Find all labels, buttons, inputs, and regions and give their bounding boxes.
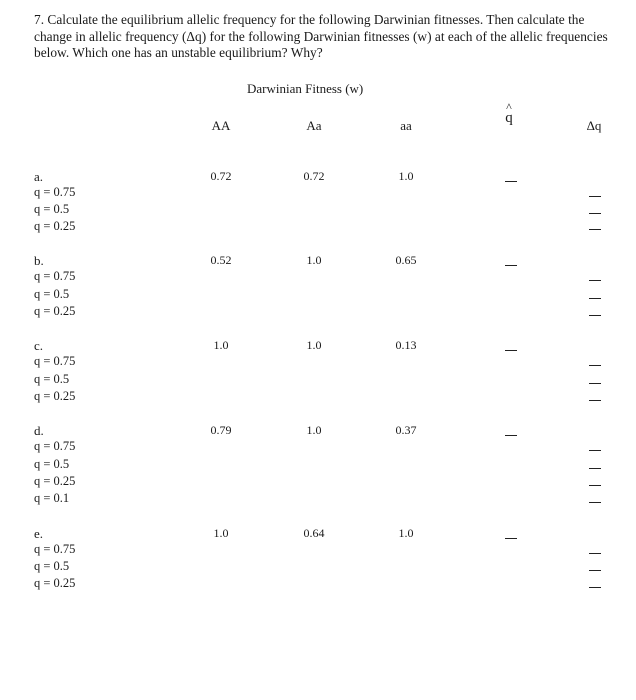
dq-answer-blank-a-1[interactable] [589, 196, 601, 197]
q-value-e-3: q = 0.25 [34, 576, 76, 590]
fitness-aa-a: 1.0 [398, 169, 414, 183]
qhat-q: q [505, 110, 513, 126]
qhat-answer-blank-e[interactable] [505, 538, 517, 539]
q-value-d-1: q = 0.75 [34, 439, 76, 453]
q-value-c-2: q = 0.5 [34, 372, 70, 386]
q-value-b-2: q = 0.5 [34, 287, 70, 301]
dq-answer-blank-c-3[interactable] [589, 400, 601, 401]
table-title: Darwinian Fitness (w) [247, 81, 364, 96]
qhat-answer-blank-d[interactable] [505, 435, 517, 436]
qhat-answer-blank-b[interactable] [505, 265, 517, 266]
qhat-hat: ^ [506, 100, 512, 114]
fitness-aa-c: 0.13 [395, 338, 417, 352]
dq-answer-blank-e-3[interactable] [589, 587, 601, 588]
section-label-e: e. [34, 526, 44, 541]
section-label-d: d. [34, 423, 44, 438]
fitness-Aa-c: 1.0 [306, 338, 322, 352]
dq-answer-blank-d-2[interactable] [589, 468, 601, 469]
column-header-qhat [505, 102, 513, 124]
column-header-aa: aa [400, 118, 412, 133]
dq-answer-blank-c-1[interactable] [589, 365, 601, 366]
fitness-AA-d: 0.79 [210, 423, 232, 437]
section-label-b: b. [34, 253, 44, 268]
fitness-Aa-b: 1.0 [306, 253, 322, 267]
fitness-AA-c: 1.0 [213, 338, 229, 352]
fitness-aa-d: 0.37 [395, 423, 417, 437]
dq-answer-blank-d-4[interactable] [589, 502, 601, 503]
dq-answer-blank-a-3[interactable] [589, 229, 601, 230]
q-value-a-3: q = 0.25 [34, 219, 76, 233]
q-value-d-4: q = 0.1 [34, 491, 70, 505]
column-header-AA: AA [211, 118, 231, 133]
q-value-d-2: q = 0.5 [34, 457, 70, 471]
qhat-answer-blank-c[interactable] [505, 350, 517, 351]
section-label-c: c. [34, 338, 44, 353]
fitness-Aa-d: 1.0 [306, 423, 322, 437]
dq-answer-blank-a-2[interactable] [589, 213, 601, 214]
dq-answer-blank-d-1[interactable] [589, 450, 601, 451]
q-value-b-1: q = 0.75 [34, 269, 76, 283]
q-value-c-3: q = 0.25 [34, 389, 76, 403]
dq-answer-blank-b-3[interactable] [589, 315, 601, 316]
dq-answer-blank-b-1[interactable] [589, 280, 601, 281]
q-value-d-3: q = 0.25 [34, 474, 76, 488]
column-header-delta-q: Δq [586, 118, 602, 133]
q-value-a-2: q = 0.5 [34, 202, 70, 216]
dq-answer-blank-e-1[interactable] [589, 553, 601, 554]
fitness-AA-a: 0.72 [210, 169, 232, 183]
fitness-AA-b: 0.52 [210, 253, 232, 267]
fitness-AA-e: 1.0 [213, 526, 229, 540]
column-header-Aa: Aa [306, 118, 322, 133]
fitness-Aa-e: 0.64 [303, 526, 325, 540]
dq-answer-blank-d-3[interactable] [589, 485, 601, 486]
q-value-b-3: q = 0.25 [34, 304, 76, 318]
fitness-aa-e: 1.0 [398, 526, 414, 540]
dq-answer-blank-b-2[interactable] [589, 298, 601, 299]
q-value-a-1: q = 0.75 [34, 185, 76, 199]
q-value-e-2: q = 0.5 [34, 559, 70, 573]
fitness-Aa-a: 0.72 [303, 169, 325, 183]
dq-answer-blank-e-2[interactable] [589, 570, 601, 571]
q-value-c-1: q = 0.75 [34, 354, 76, 368]
section-label-a: a. [34, 169, 44, 184]
q-value-e-1: q = 0.75 [34, 542, 76, 556]
question-text: 7. Calculate the equilibrium allelic frequency for the following Darwinian fitnesses. Then calculate the change in allelic frequency (Δq) for the following Darwinian fitnesses (w) at each of the allelic frequencies below. Which one has an unstable equilibrium? Why? [34, 12, 608, 60]
fitness-aa-b: 0.65 [395, 253, 417, 267]
qhat-answer-blank-a[interactable] [505, 181, 517, 182]
dq-answer-blank-c-2[interactable] [589, 383, 601, 384]
